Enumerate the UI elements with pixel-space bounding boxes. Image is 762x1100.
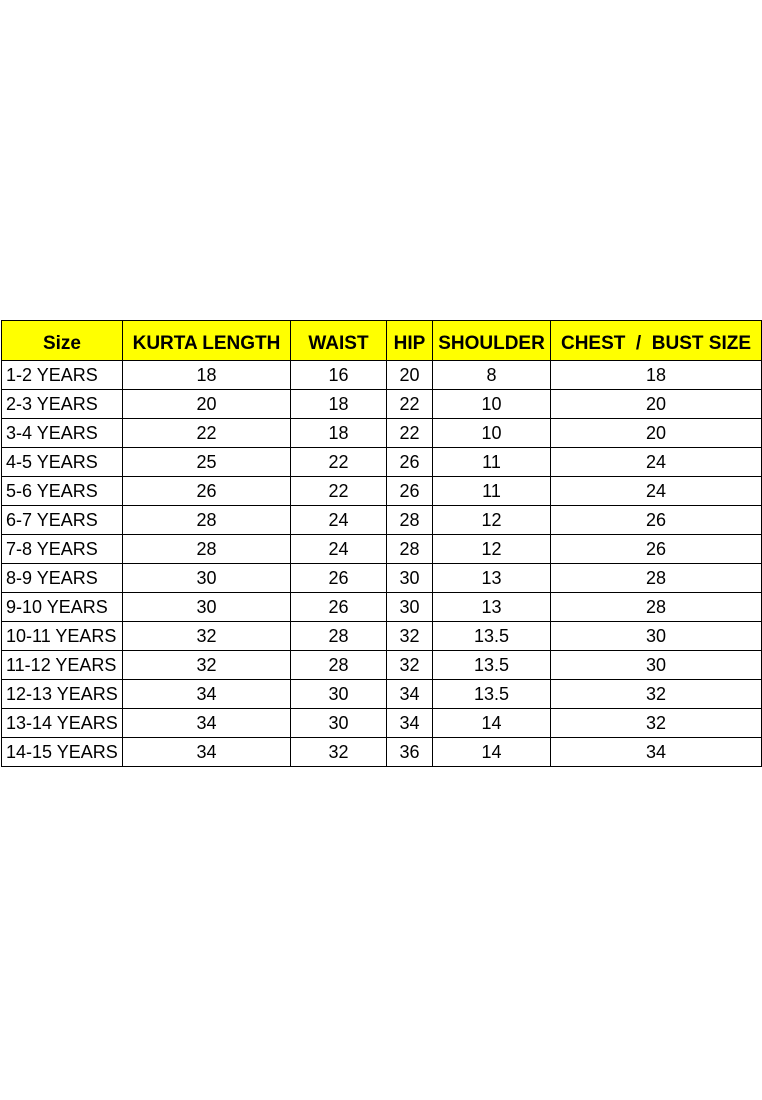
shoulder-cell: 13.5 (433, 651, 551, 680)
chest-bust-cell: 20 (551, 419, 762, 448)
size-cell: 2-3 YEARS (2, 390, 123, 419)
waist-cell: 18 (291, 390, 387, 419)
header-chest-bust-size: CHEST / BUST SIZE (551, 321, 762, 361)
size-cell: 3-4 YEARS (2, 419, 123, 448)
kurta-length-cell: 32 (123, 651, 291, 680)
shoulder-cell: 13.5 (433, 680, 551, 709)
header-kurta-length: KURTA LENGTH (123, 321, 291, 361)
header-size: Size (2, 321, 123, 361)
shoulder-cell: 10 (433, 390, 551, 419)
kurta-length-cell: 22 (123, 419, 291, 448)
chest-bust-cell: 24 (551, 448, 762, 477)
waist-cell: 30 (291, 709, 387, 738)
shoulder-cell: 12 (433, 506, 551, 535)
hip-cell: 32 (387, 651, 433, 680)
size-cell: 10-11 YEARS (2, 622, 123, 651)
size-cell: 14-15 YEARS (2, 738, 123, 767)
hip-cell: 32 (387, 622, 433, 651)
shoulder-cell: 13.5 (433, 622, 551, 651)
header-shoulder: SHOULDER (433, 321, 551, 361)
table-row (2, 564, 762, 593)
kurta-length-cell: 34 (123, 738, 291, 767)
size-cell: 7-8 YEARS (2, 535, 123, 564)
waist-cell: 26 (291, 593, 387, 622)
table-row (2, 477, 762, 506)
kurta-length-cell: 25 (123, 448, 291, 477)
waist-cell: 16 (291, 361, 387, 390)
shoulder-cell: 12 (433, 535, 551, 564)
hip-cell: 22 (387, 419, 433, 448)
hip-cell: 34 (387, 680, 433, 709)
chest-bust-cell: 18 (551, 361, 762, 390)
waist-cell: 22 (291, 477, 387, 506)
table-row (2, 593, 762, 622)
shoulder-cell: 10 (433, 419, 551, 448)
chest-bust-cell: 32 (551, 680, 762, 709)
kurta-length-cell: 34 (123, 709, 291, 738)
size-chart-table (1, 320, 762, 767)
size-cell: 11-12 YEARS (2, 651, 123, 680)
header-row (2, 321, 762, 361)
hip-cell: 26 (387, 477, 433, 506)
chest-bust-cell: 30 (551, 622, 762, 651)
table-row (2, 709, 762, 738)
size-cell: 4-5 YEARS (2, 448, 123, 477)
kurta-length-cell: 34 (123, 680, 291, 709)
size-cell: 13-14 YEARS (2, 709, 123, 738)
table-row (2, 361, 762, 390)
kurta-length-cell: 30 (123, 564, 291, 593)
waist-cell: 28 (291, 651, 387, 680)
chest-bust-cell: 28 (551, 593, 762, 622)
hip-cell: 36 (387, 738, 433, 767)
size-cell: 12-13 YEARS (2, 680, 123, 709)
kurta-length-cell: 26 (123, 477, 291, 506)
table-row (2, 651, 762, 680)
shoulder-cell: 13 (433, 564, 551, 593)
kurta-length-cell: 28 (123, 535, 291, 564)
kurta-length-cell: 28 (123, 506, 291, 535)
shoulder-cell: 11 (433, 448, 551, 477)
hip-cell: 28 (387, 535, 433, 564)
chest-bust-cell: 20 (551, 390, 762, 419)
waist-cell: 24 (291, 535, 387, 564)
shoulder-cell: 14 (433, 709, 551, 738)
chest-bust-cell: 32 (551, 709, 762, 738)
table-row (2, 622, 762, 651)
hip-cell: 22 (387, 390, 433, 419)
kurta-length-cell: 18 (123, 361, 291, 390)
size-cell: 6-7 YEARS (2, 506, 123, 535)
table-row (2, 680, 762, 709)
kurta-length-cell: 20 (123, 390, 291, 419)
table-row (2, 390, 762, 419)
hip-cell: 30 (387, 593, 433, 622)
size-cell: 5-6 YEARS (2, 477, 123, 506)
table-row (2, 419, 762, 448)
hip-cell: 26 (387, 448, 433, 477)
size-cell: 1-2 YEARS (2, 361, 123, 390)
chest-bust-cell: 26 (551, 506, 762, 535)
header-hip: HIP (387, 321, 433, 361)
chest-bust-cell: 30 (551, 651, 762, 680)
waist-cell: 24 (291, 506, 387, 535)
waist-cell: 26 (291, 564, 387, 593)
waist-cell: 28 (291, 622, 387, 651)
hip-cell: 28 (387, 506, 433, 535)
waist-cell: 32 (291, 738, 387, 767)
shoulder-cell: 11 (433, 477, 551, 506)
table-row (2, 448, 762, 477)
size-chart (1, 320, 761, 767)
hip-cell: 34 (387, 709, 433, 738)
chest-bust-cell: 24 (551, 477, 762, 506)
waist-cell: 18 (291, 419, 387, 448)
chest-bust-cell: 28 (551, 564, 762, 593)
kurta-length-cell: 30 (123, 593, 291, 622)
hip-cell: 30 (387, 564, 433, 593)
shoulder-cell: 13 (433, 593, 551, 622)
shoulder-cell: 8 (433, 361, 551, 390)
shoulder-cell: 14 (433, 738, 551, 767)
chest-bust-cell: 26 (551, 535, 762, 564)
header-waist: WAIST (291, 321, 387, 361)
waist-cell: 22 (291, 448, 387, 477)
chest-bust-cell: 34 (551, 738, 762, 767)
size-cell: 9-10 YEARS (2, 593, 123, 622)
kurta-length-cell: 32 (123, 622, 291, 651)
table-row (2, 738, 762, 767)
size-cell: 8-9 YEARS (2, 564, 123, 593)
hip-cell: 20 (387, 361, 433, 390)
table-row (2, 535, 762, 564)
table-body (2, 361, 762, 767)
waist-cell: 30 (291, 680, 387, 709)
table-row (2, 506, 762, 535)
